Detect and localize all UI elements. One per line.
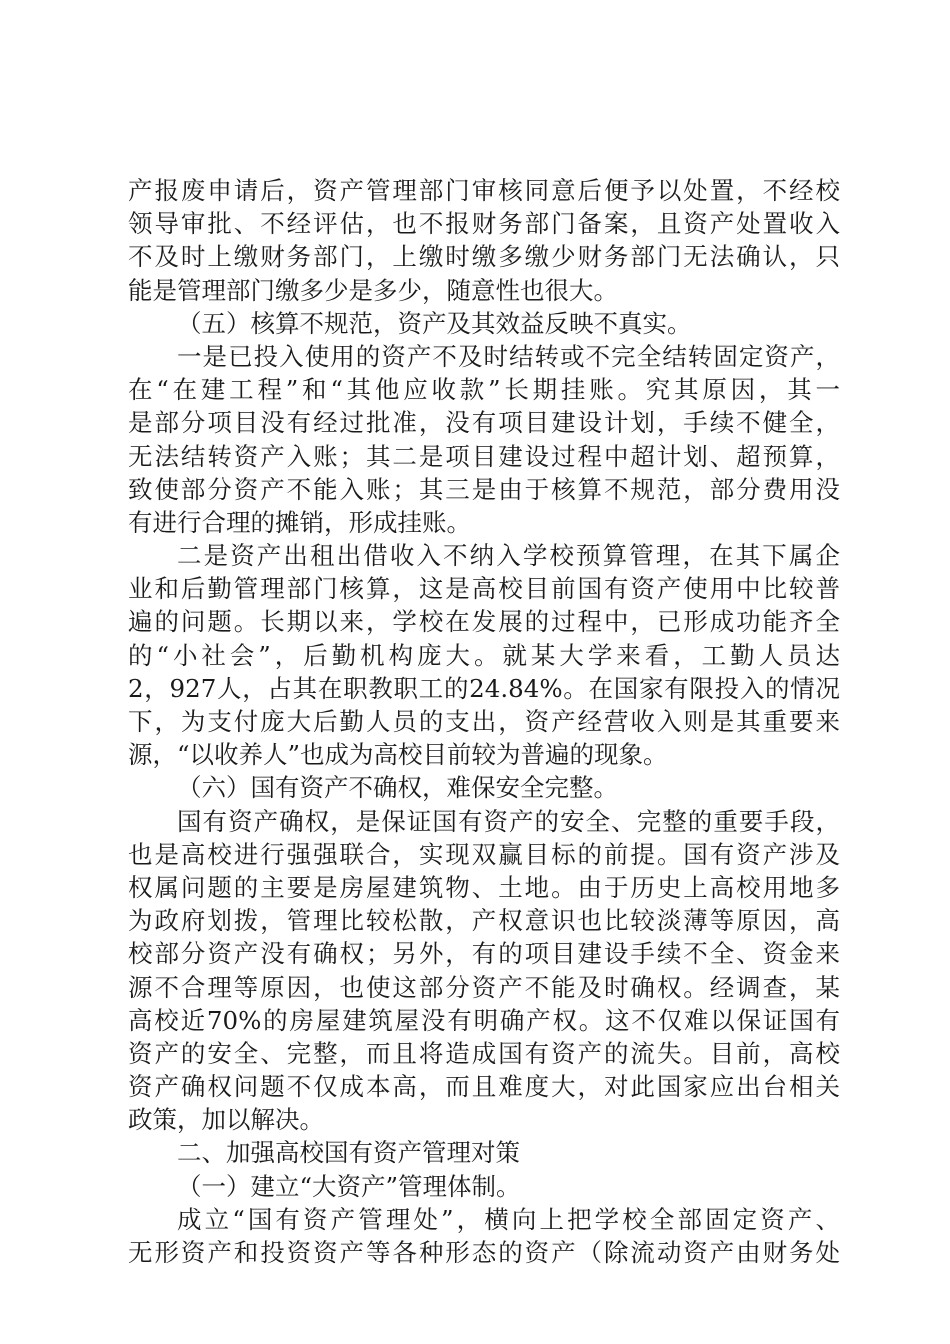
text-line: 业和后勤管理部门核算，这是高校目前国有资产使用中比较普 [128,574,840,604]
text-line: 成立“国有资产管理处”，横向上把学校全部固定资产、 [177,1204,840,1234]
text-line: 资产的安全、完整，而且将造成国有资产的流失。目前，高校 [128,1038,840,1068]
text-line: 遍的问题。长期以来，学校在发展的过程中，已形成功能齐全 [128,607,840,637]
section-heading: 二、加强高校国有资产管理对策 [177,1138,520,1168]
text-line: 一是已投入使用的资产不及时结转或不完全结转固定资产， [177,341,840,371]
text-line: 源，“以收养人”也成为高校目前较为普遍的现象。 [128,740,668,770]
section-heading: （一）建立“大资产”管理体制。 [177,1171,521,1201]
text-line: 致使部分资产不能入账；其三是由于核算不规范，部分费用没 [128,474,840,504]
text-line: 2，927人，占其在职教职工的24.84%。在国家有限投入的情况 [128,673,840,703]
section-heading: （六）国有资产不确权，难保安全完整。 [177,773,618,803]
text-line: 也是高校进行强强联合，实现双赢目标的前提。国有资产涉及 [128,839,840,869]
text-line: 能是管理部门缴多少是多少，随意性也很大。 [128,275,618,305]
text-line: 二是资产出租出借收入不纳入学校预算管理，在其下属企 [177,541,840,571]
document-body [128,174,840,1269]
section-heading: （五）核算不规范，资产及其效益反映不真实。 [177,308,692,338]
text-line: 有进行合理的摊销，形成挂账。 [128,507,471,537]
text-line: 不及时上缴财务部门，上缴时缴多缴少财务部门无法确认，只 [128,242,840,272]
text-line: 产报废申请后，资产管理部门审核同意后便予以处置，不经校 [128,176,840,205]
text-line: 为政府划拨，管理比较松散，产权意识也比较淡薄等原因，高 [128,906,840,936]
text-line: 领导审批、不经评估，也不报财务部门备案，且资产处置收入 [128,209,840,239]
text-line: 资产确权问题不仅成本高，而且难度大，对此国家应出台相关 [128,1072,840,1102]
text-line: 高校近70%的房屋建筑屋没有明确产权。这不仅难以保证国有 [128,1005,840,1035]
text-line: 的“小社会”，后勤机构庞大。就某大学来看，工勤人员达 [128,640,840,670]
text-line: 国有资产确权，是保证国有资产的安全、完整的重要手段， [177,806,840,836]
text-line: 无法结转资产入账；其二是项目建设过程中超计划、超预算， [128,441,840,471]
text-line: 源不合理等原因，也使这部分资产不能及时确权。经调查，某 [128,972,840,1002]
text-line: 是部分项目没有经过批准，没有项目建设计划，手续不健全， [128,408,840,438]
text-line: 无形资产和投资资产等各种形态的资产（除流动资产由财务处 [128,1238,840,1267]
text-line: 下，为支付庞大后勤人员的支出，资产经营收入则是其重要来 [128,707,840,736]
text-line: 权属问题的主要是房屋建筑物、土地。由于历史上高校用地多 [128,872,840,902]
text-line: 政策，加以解决。 [128,1105,324,1135]
text-line: 在“在建工程”和“其他应收款”长期挂账。究其原因，其一 [128,375,840,405]
text-line: 校部分资产没有确权；另外，有的项目建设手续不全、资金来 [128,939,840,969]
